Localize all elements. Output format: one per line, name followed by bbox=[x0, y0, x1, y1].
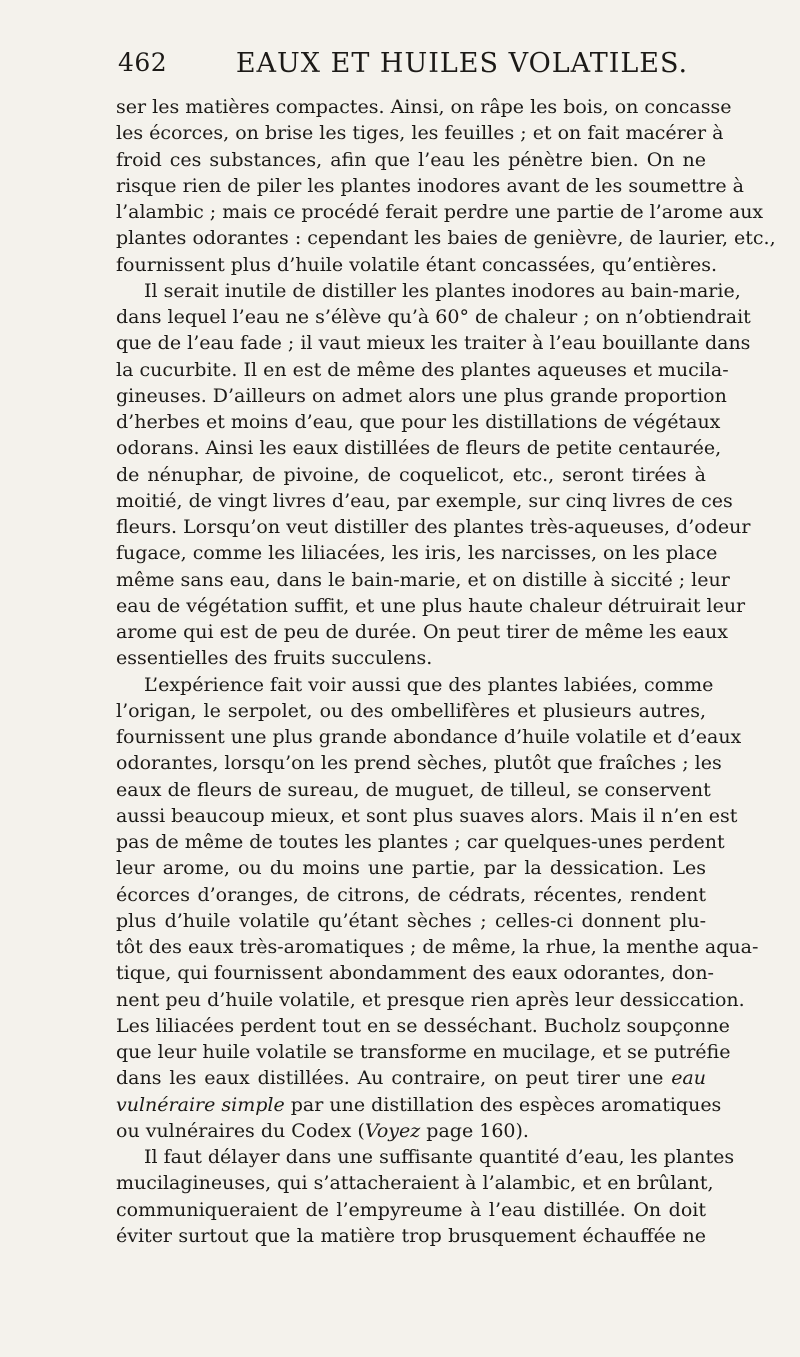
text-line: d’herbes et moins d’eau, que pour les distillations de végétaux bbox=[116, 411, 721, 433]
text-line: aussi beaucoup mieux, et sont plus suaves alors. Mais il n’en est bbox=[116, 804, 738, 827]
text-line: les écorces, on brise les tiges, les feuilles ; et on fait macérer à bbox=[116, 122, 724, 145]
text-line: nent peu d’huile volatile, et presque rien après leur dessiccation. bbox=[116, 988, 745, 1011]
text-line: même sans eau, dans le bain-marie, et on distille à siccité ; leur bbox=[116, 568, 730, 591]
text-line: vulnéraire simple par une distillation des espèces aromatiques bbox=[116, 1093, 722, 1116]
text-line: l’origan, le serpolet, ou des ombellifères et plusieurs autres, bbox=[116, 699, 706, 722]
text-line: risque rien de piler les plantes inodores avant de les soumettre à bbox=[116, 174, 744, 197]
text-line: éviter surtout que la matière trop brusquement échauffée ne bbox=[116, 1224, 706, 1247]
text-line: eau de végétation suffit, et une plus haute chaleur détruirait leur bbox=[116, 594, 746, 617]
text-line: de nénuphar, de pivoine, de coquelicot, etc., seront tirées à bbox=[116, 463, 706, 486]
text-line: gineuses. D’ailleurs on admet alors une plus grande proportion bbox=[116, 384, 727, 407]
text-line: que de l’eau fade ; il vaut mieux les traiter à l’eau bouillante dans bbox=[116, 332, 751, 355]
text-line: la cucurbite. Il en est de même des plantes aqueuses et mucila- bbox=[116, 358, 729, 381]
italic-term: Voyez bbox=[364, 1119, 421, 1142]
text-line: tique, qui fournissent abondamment des eaux odorantes, don- bbox=[116, 962, 714, 985]
italic-term: vulnéraire simple bbox=[116, 1093, 285, 1116]
text-line: odorans. Ainsi les eaux distillées de fleurs de petite centaurée, bbox=[116, 437, 722, 460]
text-line: dans lequel l’eau ne s’élève qu’à 60° de chaleur ; on n’obtiendrait bbox=[116, 306, 751, 328]
text-line: froid ces substances, afin que l’eau les pénètre bien. On ne bbox=[116, 148, 706, 171]
running-title: EAUX ET HUILES VOLATILES. bbox=[235, 48, 689, 79]
text-line: leur arome, ou du moins une partie, par la dessication. Les bbox=[116, 857, 706, 880]
text-line: ser les matières compactes. Ainsi, on râpe les bois, on concasse bbox=[116, 96, 732, 118]
text-line: eaux de fleurs de sureau, de muguet, de tilleul, se conservent bbox=[116, 778, 711, 801]
text-line: fournissent plus d’huile volatile étant concassées, qu’entières. bbox=[116, 253, 718, 276]
text-line: fournissent une plus grande abondance d’huile volatile et d’eaux bbox=[116, 726, 742, 748]
italic-term: eau bbox=[671, 1067, 706, 1090]
text-line: odorantes, lorsqu’on les prend sèches, plutôt que fraîches ; les bbox=[116, 752, 722, 775]
text-line: L’expérience fait voir aussi que des plantes labiées, comme bbox=[144, 673, 714, 696]
text-line: Les liliacées perdent tout en se desséchant. Bucholz soupçonne bbox=[116, 1014, 730, 1037]
text-line: plus d’huile volatile qu’étant sèches ; celles-ci donnent plu- bbox=[116, 909, 706, 932]
text-line: Il serait inutile de distiller les plantes inodores au bain-marie, bbox=[144, 279, 741, 302]
text-line: fugace, comme les liliacées, les iris, les narcisses, on les place bbox=[116, 542, 718, 565]
text-line: fleurs. Lorsqu’on veut distiller des plantes très-aqueuses, d’odeur bbox=[116, 516, 751, 538]
text-line: l’alambic ; mais ce procédé ferait perdre une partie de l’arome aux bbox=[116, 201, 764, 223]
paragraph-3 bbox=[116, 672, 759, 1145]
text-run: dans les eaux distillées. Au contraire, on peut tirer une bbox=[116, 1067, 664, 1090]
body-text bbox=[116, 94, 776, 1249]
paragraph-4 bbox=[116, 1144, 735, 1249]
text-line: que leur huile volatile se transforme en mucilage, et se putréfie bbox=[116, 1041, 731, 1063]
text-line: communiqueraient de l’empyreume à l’eau distillée. On doit bbox=[116, 1198, 706, 1221]
paragraph-2 bbox=[116, 278, 751, 672]
text-line bbox=[116, 1065, 706, 1091]
paragraph-1 bbox=[116, 94, 776, 278]
text-line: mucilagineuses, qui s’attacheraient à l’alambic, et en brûlant, bbox=[116, 1172, 714, 1195]
text-line: arome qui est de peu de durée. On peut tirer de même les eaux bbox=[116, 621, 728, 643]
text-line: moitié, de vingt livres d’eau, par exemple, sur cinq livres de ces bbox=[116, 489, 733, 512]
page-number: 462 bbox=[118, 48, 168, 77]
page-header bbox=[118, 48, 706, 88]
text-line: écorces d’oranges, de citrons, de cédrats, récentes, rendent bbox=[116, 883, 706, 906]
text-line: plantes odorantes : cependant les baies de genièvre, de laurier, etc., bbox=[116, 227, 776, 250]
text-line: Il faut délayer dans une suffisante quantité d’eau, les plantes bbox=[144, 1146, 735, 1168]
text-line: tôt des eaux très-aromatiques ; de même, la rhue, la menthe aqua- bbox=[116, 936, 759, 958]
text-line: pas de même de toutes les plantes ; car quelques-unes perdent bbox=[116, 831, 725, 853]
text-line: ou vulnéraires du Codex (Voyez page 160). bbox=[116, 1119, 529, 1142]
text-line: essentielles des fruits succulens. bbox=[116, 647, 433, 670]
